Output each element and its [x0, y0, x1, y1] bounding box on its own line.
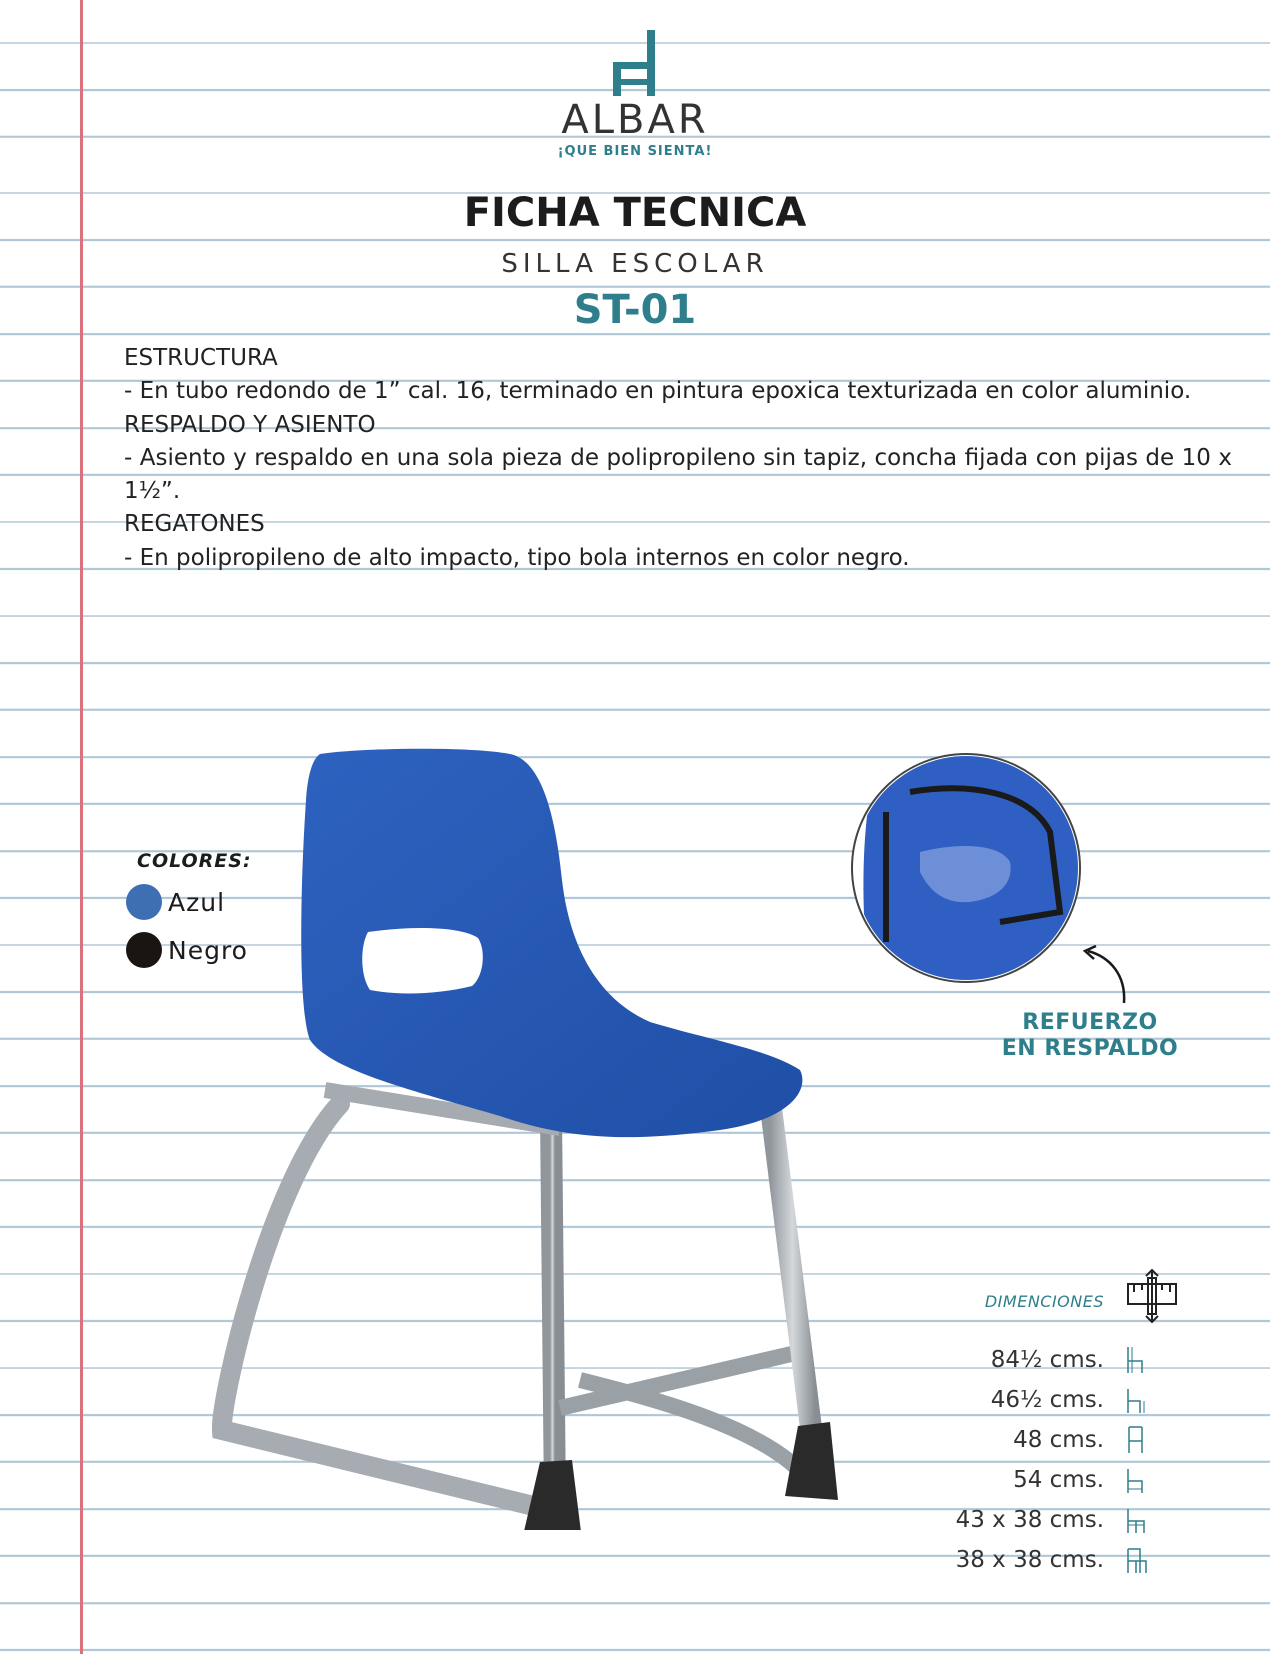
- page-subtitle: SILLA ESCOLAR: [501, 249, 769, 279]
- seat-height-icon: [1124, 1385, 1148, 1415]
- dimension-icons: [1124, 1340, 1148, 1580]
- dimension-backrest-size: 38 x 38 cms.: [955, 1547, 1104, 1573]
- brand-logo: [0, 30, 1270, 159]
- measurements-icon: [1124, 1268, 1180, 1324]
- chair-image: [210, 740, 890, 1530]
- seat-size-icon: [1124, 1505, 1148, 1535]
- spec-heading-regatones: REGATONES: [124, 511, 265, 538]
- color-label-negro: Negro: [168, 935, 248, 965]
- spec-text-regatones: - En polipropileno de alto impacto, tipo bola internos en color negro.: [124, 544, 910, 571]
- detail-caption: [960, 1010, 1220, 1062]
- dimensions-list: [880, 1340, 1104, 1580]
- color-swatch-azul: [126, 884, 162, 920]
- total-height-icon: [1124, 1345, 1148, 1375]
- page-title: FICHA TECNICA: [463, 190, 807, 236]
- backrest-detail-image: [850, 752, 1082, 984]
- spec-text-respaldo: - Asiento y respaldo en una sola pieza de polipropileno sin tapiz, concha fijada con pijas de 10 x 1½”.: [124, 444, 1232, 505]
- detail-caption-line1: REFUERZO: [1022, 1010, 1158, 1035]
- pointer-arrow-icon: [1080, 945, 1130, 1005]
- dimension-total-height: 84½ cms.: [990, 1347, 1104, 1373]
- spec-text-estructura: - En tubo redondo de 1” cal. 16, terminado en pintura epoxica texturizada en color aluminio.: [124, 378, 1192, 405]
- backrest-size-icon: [1124, 1545, 1148, 1575]
- dimension-seat-size: 43 x 38 cms.: [955, 1507, 1104, 1533]
- chair-logo-icon: [607, 30, 663, 96]
- dimension-seat-height: 46½ cms.: [990, 1387, 1104, 1413]
- dimension-backrest-height: 48 cms.: [1013, 1427, 1104, 1453]
- dimension-depth: 54 cms.: [1013, 1467, 1104, 1493]
- brand-name: ALBAR: [561, 97, 709, 143]
- dimensions-title: DIMENCIONES: [984, 1292, 1104, 1311]
- model-code: ST-01: [573, 287, 697, 333]
- color-swatch-negro: [126, 932, 162, 968]
- detail-caption-line2: EN RESPALDO: [1001, 1036, 1179, 1061]
- spec-list: [124, 342, 1232, 575]
- colors-title: COLORES:: [137, 850, 252, 872]
- brand-tagline: ¡QUE BIEN SIENTA!: [557, 144, 713, 159]
- color-label-azul: Azul: [168, 887, 226, 917]
- backrest-height-icon: [1124, 1425, 1148, 1455]
- depth-icon: [1124, 1465, 1148, 1495]
- spec-heading-respaldo: RESPALDO Y ASIENTO: [124, 411, 376, 438]
- spec-heading-estructura: ESTRUCTURA: [124, 345, 278, 371]
